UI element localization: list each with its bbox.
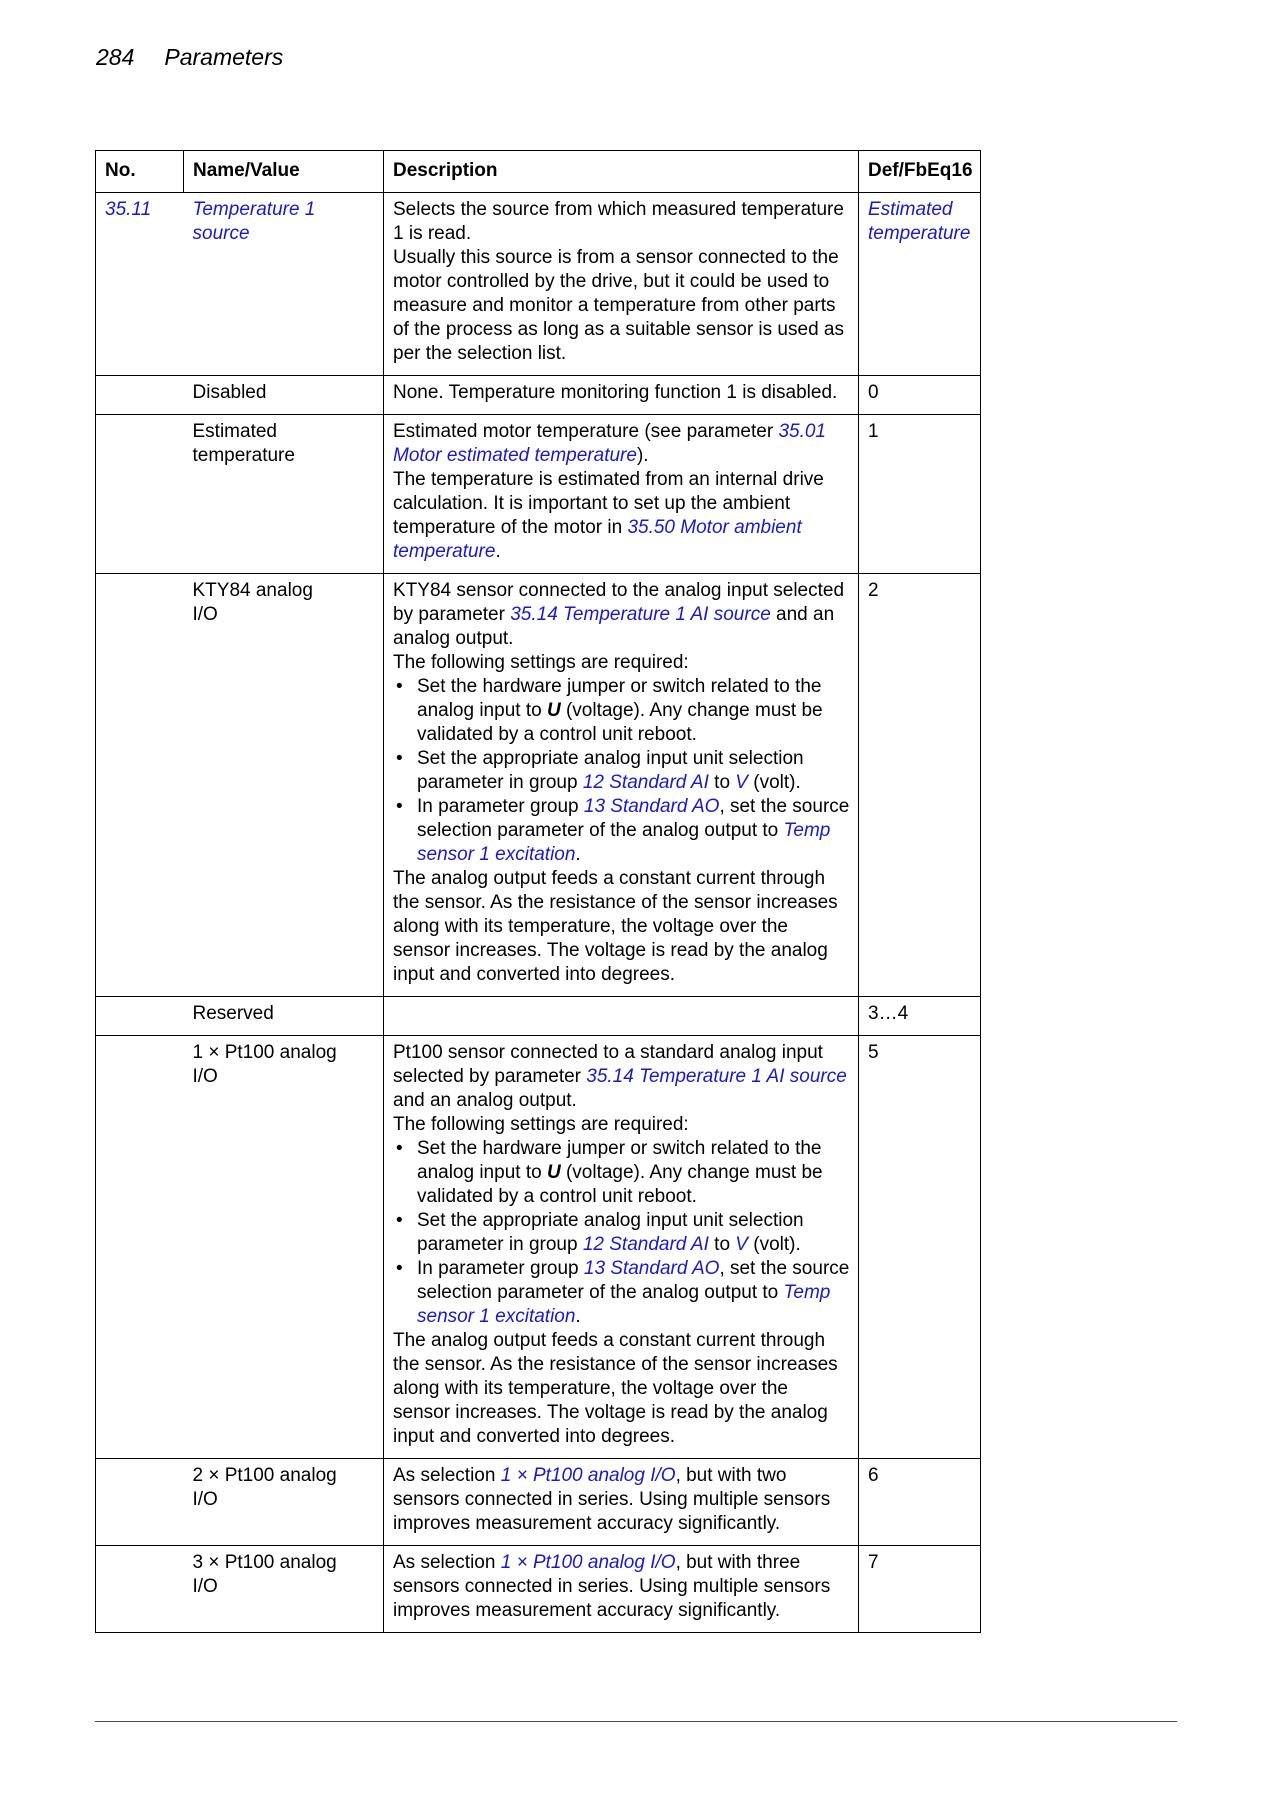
cross-reference-link[interactable]: Temperature 1 source [192,199,316,244]
cell-def-fbeq16 [859,997,981,1036]
text-segment: 2 × Pt100 analog I/O [192,1465,337,1510]
cell-def-fbeq16 [859,193,981,376]
text-segment: 6 [868,1465,879,1486]
bullet-item [393,747,850,795]
emphasized-term: U [546,700,561,721]
cross-reference-link[interactable]: 13 Standard AO [583,796,720,817]
cross-reference-link[interactable]: 12 Standard AI [582,772,709,793]
cell-def-fbeq16 [859,574,981,997]
paragraph [393,651,850,675]
cell-description [384,1036,859,1459]
text-segment: The following settings are required: [393,1114,689,1135]
text-segment: , but with three sensors connected in series. Using multiple sensors improves measurement accuracy significantly. [393,1552,831,1621]
value-row [96,1036,981,1459]
column-header-no: No. [96,151,184,193]
text-segment: None. Temperature monitoring function 1 is disabled. [393,382,838,403]
bullet-icon: • [396,796,403,817]
cross-reference-link[interactable]: Temp sensor 1 excitation [417,1282,831,1327]
cell-name-value [184,415,384,574]
section-title: Parameters [164,44,284,70]
cell-name-value [184,1546,384,1633]
parameter-table [95,150,981,1633]
text-segment: Selects the source from which measured temperature 1 is read. [393,199,844,244]
cell-def-fbeq16 [859,1459,981,1546]
footer-rule [95,1721,1177,1722]
cell-description [384,997,859,1036]
cross-reference-link[interactable]: 35.11 [105,199,152,220]
paragraph [393,1551,850,1623]
paragraph [393,1329,850,1449]
text-segment: Set the appropriate analog input unit selection parameter in group [417,748,804,793]
bullet-icon: • [396,748,403,769]
paragraph [393,1464,850,1536]
text-segment: 3 × Pt100 analog I/O [192,1552,337,1597]
text-segment: Disabled [192,382,267,403]
paragraph [393,1041,850,1113]
paragraph [393,1113,850,1137]
cross-reference-link[interactable]: 1 × Pt100 analog I/O [500,1465,676,1486]
cell-no [96,1036,184,1459]
bullet-icon: • [396,1258,403,1279]
text-segment: The analog output feeds a constant current through the sensor. As the resistance of the sensor increases along with its temperature, the voltage over the sensor increases. The voltage is read by the analog input and converted into degrees. [393,1330,838,1447]
text-segment: . [495,541,501,562]
text-segment: KTY84 analog I/O [192,580,313,625]
text-segment: The analog output feeds a constant current through the sensor. As the resistance of the sensor increases along with its temperature, the voltage over the sensor increases. The voltage is read by the analog input and converted into degrees. [393,868,838,985]
bullet-item [393,675,850,747]
value-row [96,1546,981,1633]
bullet-item [393,795,850,867]
paragraph [393,381,850,405]
cell-def-fbeq16 [859,1546,981,1633]
cell-no [96,574,184,997]
cell-def-fbeq16 [859,415,981,574]
cell-no [96,1546,184,1633]
bullet-text [417,1137,850,1209]
cell-no [96,997,184,1036]
cell-no [96,376,184,415]
paragraph [393,867,850,987]
bullet-text [417,747,850,795]
cross-reference-link[interactable]: 35.01 Motor estimated temperature [393,421,826,466]
column-header-name-value: Name/Value [184,151,384,193]
cross-reference-link[interactable]: Temp sensor 1 excitation [417,820,831,865]
column-header-description: Description [384,151,859,193]
text-segment: Estimated temperature [192,421,295,466]
cell-description [384,376,859,415]
text-segment: In parameter group [417,796,584,817]
cell-name-value [184,193,384,376]
cell-description [384,1546,859,1633]
value-row [96,415,981,574]
cell-def-fbeq16 [859,376,981,415]
value-row [96,997,981,1036]
bullet-text [417,675,850,747]
text-segment: Usually this source is from a sensor connected to the motor controlled by the drive, but it could be used to measure and monitor a temperature from other parts of the process as long as a suitable sensor is used as per the selection list. [393,247,844,364]
text-segment: Pt100 sensor connected to a standard analog input selected by parameter [393,1042,823,1087]
bullet-item [393,1257,850,1329]
bullet-text [417,1209,850,1257]
paragraph [393,468,850,564]
text-segment: Reserved [192,1003,274,1024]
bullet-item [393,1209,850,1257]
text-segment: Set the hardware jumper or switch related to the analog input to [417,1138,822,1183]
parameter-row [96,193,981,376]
text-segment: and an analog output. [393,604,835,649]
text-segment: Set the appropriate analog input unit selection parameter in group [417,1210,804,1255]
text-segment: . [575,844,581,865]
text-segment: (volt). [747,1234,801,1255]
cell-name-value [184,574,384,997]
text-segment: Set the hardware jumper or switch related to the analog input to [417,676,822,721]
value-row [96,1459,981,1546]
bullet-icon: • [396,1138,403,1159]
text-segment: 1 × Pt100 analog I/O [192,1042,337,1087]
text-segment: As selection [393,1465,501,1486]
cell-name-value [184,1036,384,1459]
table-header-row [96,151,981,193]
cross-reference-link[interactable]: Estimated temperature [868,199,971,244]
text-segment: , set the source selection parameter of the analog output to [417,1258,850,1303]
text-segment: KTY84 sensor connected to the analog input selected by parameter [393,580,845,625]
text-segment: (voltage). Any change must be validated by a control unit reboot. [417,1162,823,1207]
text-segment: and an analog output. [393,1090,577,1111]
page-number: 284 [96,44,135,70]
cell-description [384,1459,859,1546]
cell-description [384,193,859,376]
text-segment: 3…4 [868,1003,909,1024]
text-segment: 7 [868,1552,879,1573]
emphasized-term: U [546,1162,561,1183]
bullet-icon: • [396,1210,403,1231]
text-segment: In parameter group [417,1258,584,1279]
paragraph [393,420,850,468]
paragraph [393,579,850,651]
param-table-body [96,193,981,1633]
cross-reference-link[interactable]: 35.14 Temperature 1 AI source [510,604,771,625]
text-segment: , but with two sensors connected in series. Using multiple sensors improves measurement accuracy significantly. [393,1465,831,1534]
text-segment: The following settings are required: [393,652,689,673]
text-segment: , set the source selection parameter of the analog output to [417,796,850,841]
text-segment: The temperature is estimated from an internal drive calculation. It is important to set up the ambient temperature of the motor in [393,469,824,538]
text-segment: (voltage). Any change must be validated by a control unit reboot. [417,700,823,745]
text-segment: As selection [393,1552,501,1573]
bullet-text [417,1257,850,1329]
text-segment: 2 [868,580,879,601]
cell-name-value [184,376,384,415]
bullet-item [393,1137,850,1209]
cell-description [384,574,859,997]
cross-reference-link[interactable]: 12 Standard AI [582,1234,709,1255]
value-row [96,376,981,415]
text-segment: Estimated motor temperature (see parameter [393,421,779,442]
cell-no [96,415,184,574]
text-segment: 0 [868,382,879,403]
text-segment: to [708,772,736,793]
column-header-def-fbeq16: Def/FbEq16 [859,151,981,193]
paragraph [393,246,850,366]
cell-name-value [184,1459,384,1546]
bullet-icon: • [396,676,403,697]
cross-reference-link[interactable]: V [735,772,748,793]
text-segment: to [708,1234,736,1255]
cell-no [96,193,184,376]
text-segment: 1 [868,421,879,442]
cell-no [96,1459,184,1546]
cross-reference-link[interactable]: V [735,1234,748,1255]
cross-reference-link[interactable]: 1 × Pt100 analog I/O [500,1552,676,1573]
cell-def-fbeq16 [859,1036,981,1459]
cross-reference-link[interactable]: 35.14 Temperature 1 AI source [586,1066,847,1087]
cell-name-value [184,997,384,1036]
value-row [96,574,981,997]
cell-description [384,415,859,574]
bullet-text [417,795,850,867]
text-segment: ). [636,445,649,466]
text-segment: 5 [868,1042,879,1063]
cross-reference-link[interactable]: 13 Standard AO [583,1258,720,1279]
text-segment: (volt). [747,772,801,793]
cross-reference-link[interactable]: 35.50 Motor ambient temperature [393,517,802,562]
page-header [96,44,283,71]
text-segment: . [575,1306,581,1327]
paragraph [393,198,850,246]
